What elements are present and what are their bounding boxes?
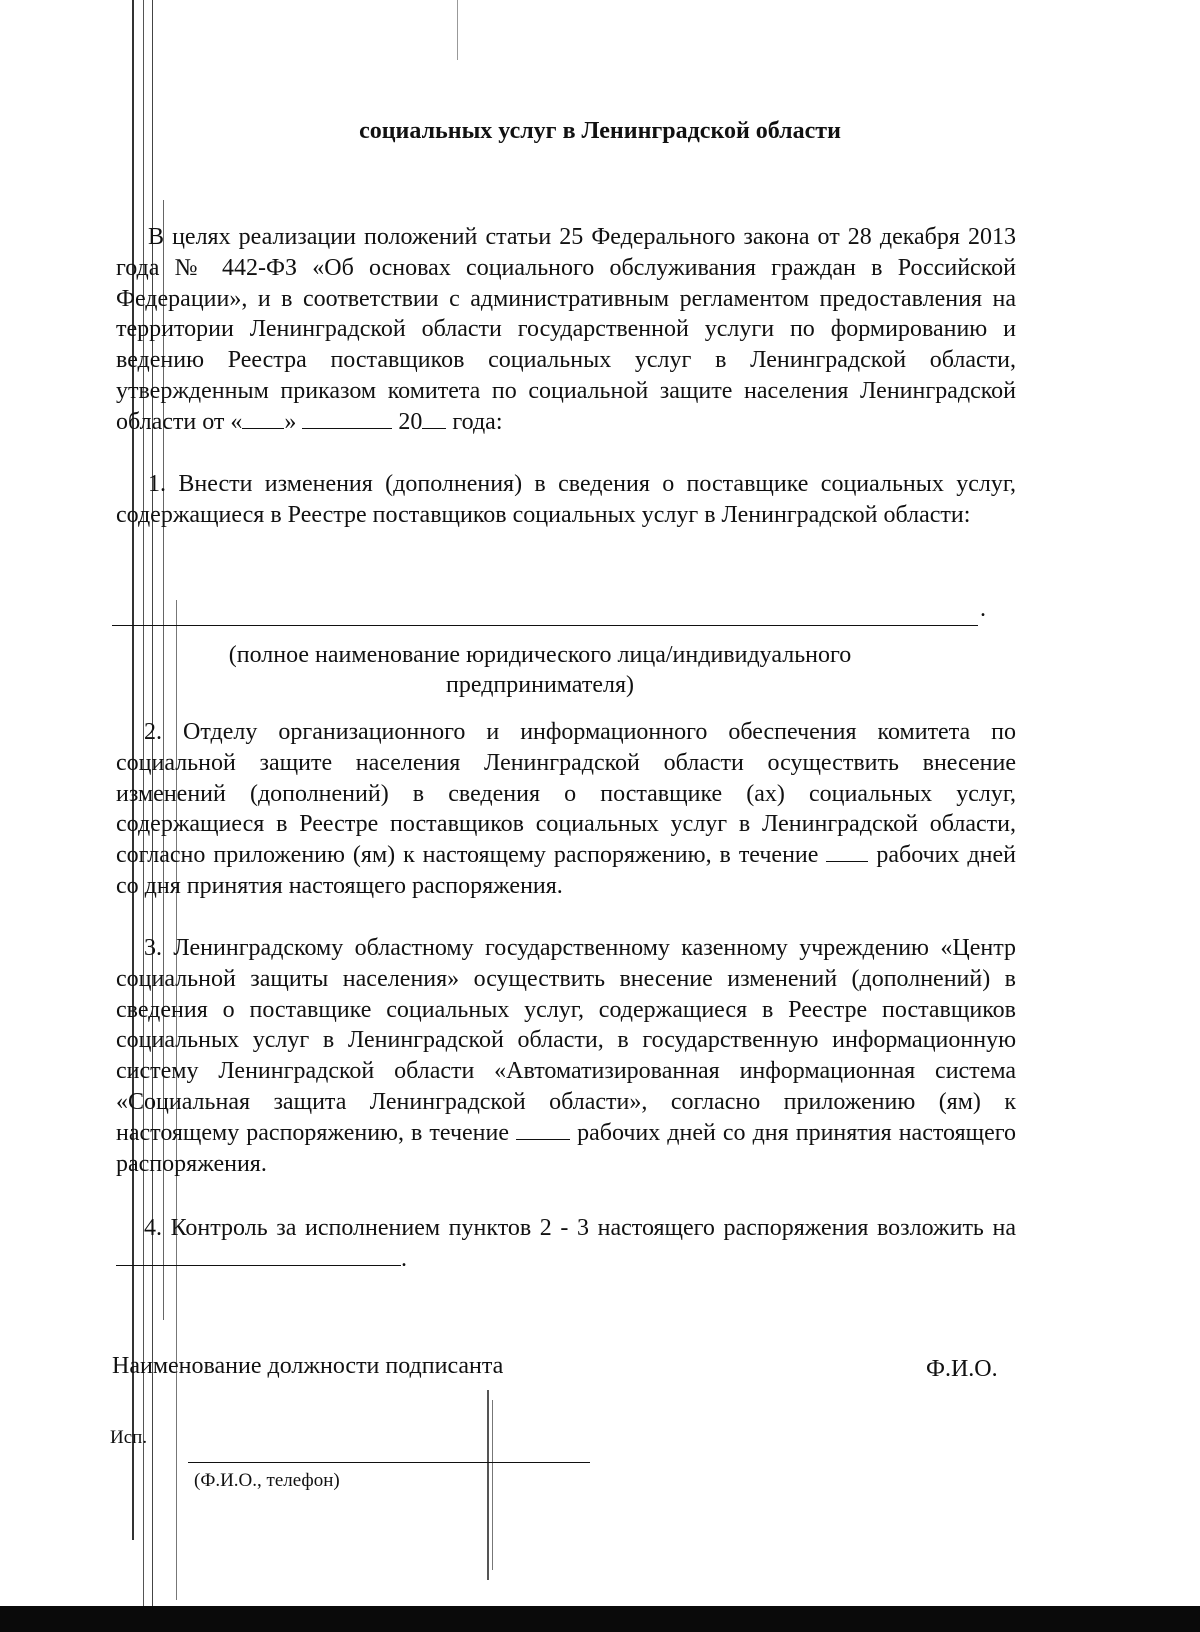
item-2-paragraph: 2. Отделу организационного и информационного обеспечения комитета по социальной защите населения Ленинградской области осуществить внесение изменений (дополнений) в сведения о поставщике (ах) социальных услуг, содержащиеся в Реестре поставщиков социальных услуг в Ленинградской области, согласно приложению (ям) к настоящему распоряжению, в течение рабочих дней со дня принятия настоящего распоряжения. <box>116 719 1016 899</box>
organization-name-caption: (полное наименование юридического лица/индивидуального предпринимателя) <box>228 642 852 698</box>
scan-artifact-line <box>457 0 458 60</box>
month-blank <box>302 408 392 429</box>
executor-line <box>188 1462 590 1463</box>
document-title: социальных услуг в Ленинградской области <box>359 118 841 144</box>
responsible-blank <box>116 1245 401 1266</box>
signer-title: Наименование должности подписанта <box>112 1353 504 1379</box>
signer-fio: Ф.И.О. <box>926 1356 998 1382</box>
organization-name-line <box>112 625 978 626</box>
scan-artifact-line <box>487 1390 489 1580</box>
item-4-paragraph: 4. Контроль за исполнением пунктов 2 - 3 настоящего распоряжения возложить на . <box>116 1213 1016 1275</box>
scan-artifact-line <box>492 1400 493 1570</box>
executor-caption: (Ф.И.О., телефон) <box>194 1470 340 1491</box>
scan-bottom-edge <box>0 1606 1200 1632</box>
executor-label: Исп. <box>110 1427 148 1448</box>
name-line-dot: . <box>980 596 986 622</box>
intro-paragraph: В целях реализации положений статьи 25 Федерального закона от 28 декабря 2013 года № 442-ФЗ «Об основах социального обслуживания граждан в Российской Федерации», и в соответствии с административным регламентом предоставления на территории Ленинградской области государственной услуги по формированию и ведению Реестра поставщиков социальных услуг в Ленинградской области, утвержденным приказом комитета по социальной защите населения Ленинградской области от « » 20 года: <box>116 224 1016 435</box>
days-blank <box>826 841 868 862</box>
item-3-paragraph: 3. Ленинградскому областному государственному казенному учреждению «Центр социальной защиты населения» осуществить внесение изменений (дополнений) в сведения о поставщике социальных услуг, содержащиеся в Реестре поставщиков социальных услуг в Ленинградской области, в государственную информационную систему Ленинградской области «Автоматизированная информационная система «Социальная защита Ленинградской области», согласно приложению (ям) к настоящему распоряжению, в течение рабочих дней со дня принятия настоящего распоряжения. <box>116 935 1016 1177</box>
year-blank <box>422 408 446 429</box>
days-blank <box>516 1119 570 1140</box>
day-blank <box>242 408 284 429</box>
item-1-paragraph: 1. Внести изменения (дополнения) в сведения о поставщике социальных услуг, содержащиеся в Реестре поставщиков социальных услуг в Ленинградской области: <box>116 471 1016 528</box>
